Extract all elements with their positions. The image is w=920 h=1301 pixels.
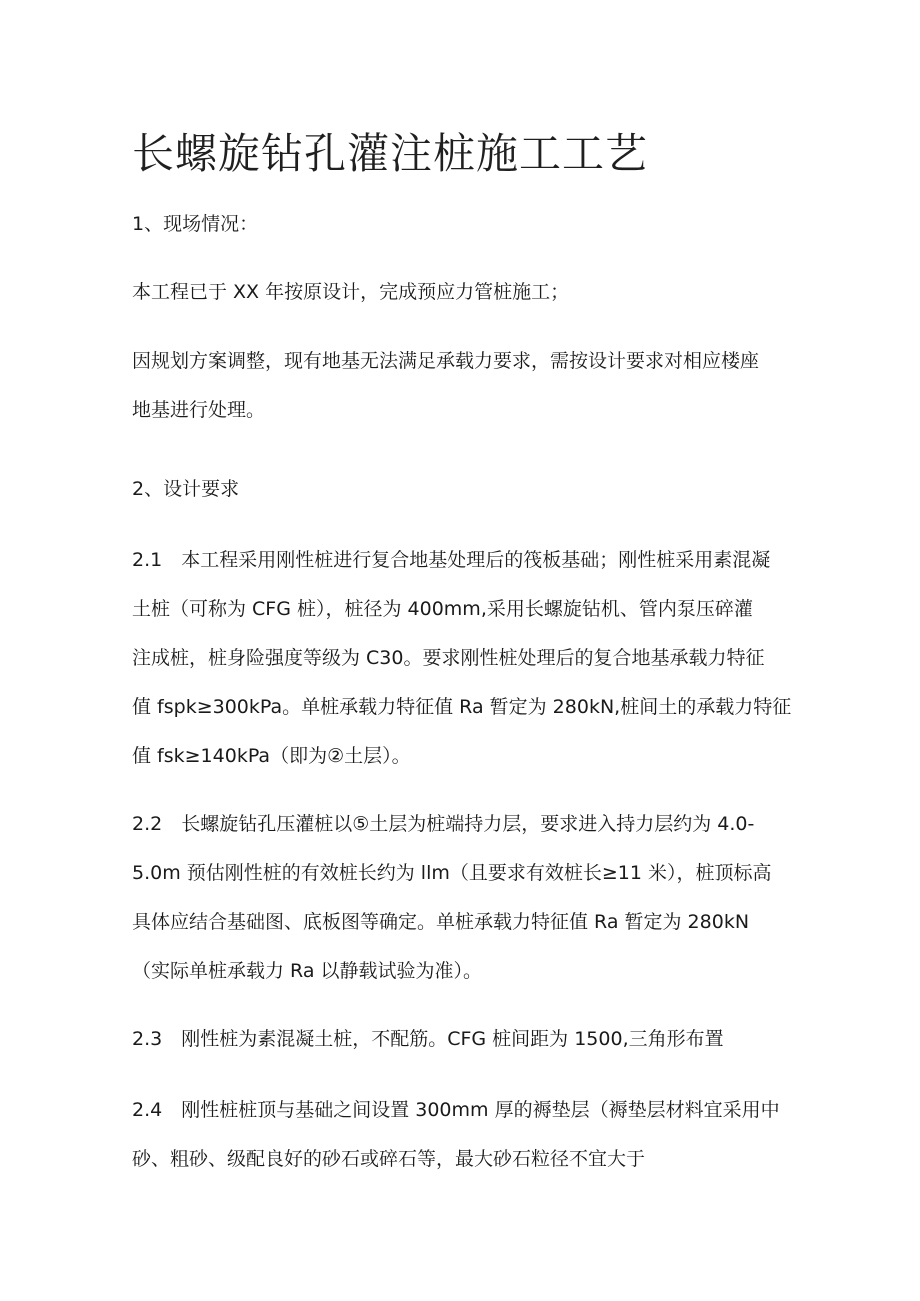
paragraph-2-4: [132, 1086, 797, 1184]
paragraph-line: 注成桩，桩身险强度等级为 C30。要求刚性桩处理后的复合地基承载力特征: [132, 647, 765, 669]
paragraph-2-3: [132, 1015, 797, 1064]
paragraph-completed-work: [132, 268, 797, 317]
paragraph-line: 本工程已于 XX 年按原设计，完成预应力管桩施工；: [132, 281, 570, 303]
paragraph-line: 2.1 本工程采用刚性桩进行复合地基处理后的筏板基础；刚性桩采用素混凝: [132, 549, 771, 571]
document-title: 长螺旋钻孔灌注桩施工工艺: [132, 129, 649, 178]
paragraph-2-1: [132, 536, 797, 781]
paragraph-2-2: [132, 800, 797, 996]
paragraph-line: 2、设计要求: [132, 478, 240, 500]
paragraph-line: 具体应结合基础图、底板图等确定。单桩承载力特征值 Ra 暂定为 280kN: [132, 911, 750, 933]
section-heading-site-conditions: [132, 200, 797, 249]
paragraph-line: 土桩（可称为 CFG 桩），桩径为 400mm,采用长螺旋钻机、管内泵压碎灌: [132, 598, 753, 620]
paragraph-line: 砂、粗砂、级配良好的砂石或碎石等，最大砂石粒径不宜大于: [132, 1148, 646, 1170]
paragraph-line: （实际单桩承载力 Ra 以静载试验为准）。: [132, 960, 483, 982]
paragraph-line: 地基进行处理。: [132, 399, 266, 421]
paragraph-line: 5.0m 预估刚性桩的有效桩长约为 llm（且要求有效桩长≥11 米），桩顶标高: [132, 862, 772, 884]
section-heading-design-requirements: [132, 465, 797, 514]
paragraph-line: 2.3 刚性桩为素混凝土桩，不配筋。CFG 桩间距为 1500,三角形布置: [132, 1028, 724, 1050]
paragraph-plan-adjustment: [132, 337, 797, 435]
paragraph-line: 因规划方案调整，现有地基无法满足承载力要求，需按设计要求对相应楼座: [132, 350, 760, 372]
paragraph-line: 值 fsk≥140kPa（即为②土层）。: [132, 745, 411, 767]
paragraph-line: 值 fspk≥300kPa。单桩承载力特征值 Ra 暂定为 280kN,桩间土的承载力特征: [132, 696, 792, 718]
paragraph-line: 2.2 长螺旋钻孔压灌桩以⑤土层为桩端持力层，要求进入持力层约为 4.0-: [132, 813, 755, 835]
paragraph-line: 1、现场情况：: [132, 213, 259, 235]
paragraph-line: 2.4 刚性桩桩顶与基础之间设置 300mm 厚的褥垫层（褥垫层材料宜采用中: [132, 1099, 780, 1121]
